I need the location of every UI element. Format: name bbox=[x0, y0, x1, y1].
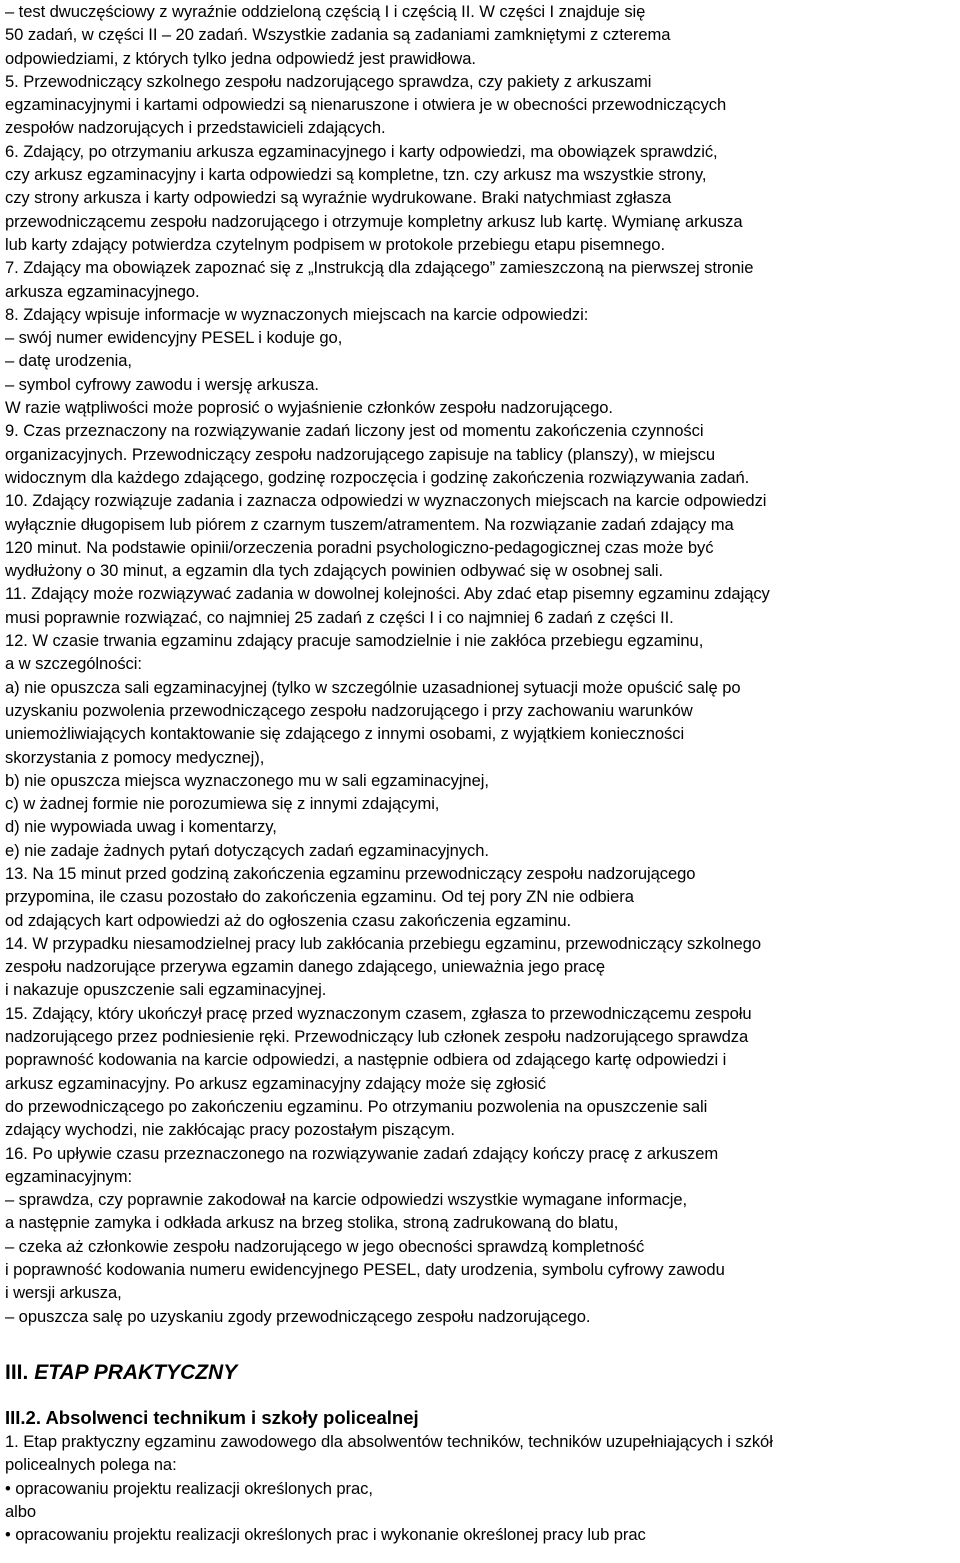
text-line: • opracowaniu projektu realizacji określonych prac i wykonanie określonej pracy lub prac bbox=[5, 1525, 646, 1545]
text-line: czy strony arkusza i karty odpowiedzi są wyraźnie wydrukowane. Braki natychmiast zgłasza bbox=[5, 188, 672, 208]
text-line: b) nie opuszcza miejsca wyznaczonego mu w sali egzaminacyjnej, bbox=[5, 770, 489, 790]
text-line: egzaminacyjnymi i kartami odpowiedzi są nienaruszone i otwiera je w obecności przewodniczących bbox=[5, 95, 727, 115]
section-heading bbox=[5, 1359, 960, 1387]
text-line: organizacyjnych. Przewodniczący zespołu nadzorującego zapisuje na tablicy (planszy), w miejscu bbox=[5, 444, 716, 464]
exam-rules-text bbox=[5, 0, 960, 1328]
text-line: 5. Przewodniczący szkolnego zespołu nadzorującego sprawdza, czy pakiety z arkuszami bbox=[5, 71, 652, 91]
text-line: – swój numer ewidencyjny PESEL i koduje go, bbox=[5, 328, 343, 348]
text-line: – symbol cyfrowy zawodu i wersję arkusza. bbox=[5, 374, 319, 394]
section-number: III. bbox=[5, 1360, 29, 1384]
text-line: zespołów nadzorujących i przedstawicieli zdających. bbox=[5, 118, 386, 138]
text-line: odpowiedziami, z których tylko jedna odpowiedź jest prawidłowa. bbox=[5, 48, 476, 68]
text-line: 12. W czasie trwania egzaminu zdający pracuje samodzielnie i nie zakłóca przebiegu egzaminu, bbox=[5, 631, 704, 651]
text-line: od zdających kart odpowiedzi aż do ogłoszenia czasu zakończenia egzaminu. bbox=[5, 910, 572, 930]
text-line: – czeka aż członkowie zespołu nadzorującego w jego obecności sprawdzą kompletność bbox=[5, 1236, 645, 1256]
text-line: arkusza egzaminacyjnego. bbox=[5, 281, 200, 301]
subsection-heading: III.2. Absolwenci technikum i szkoły policealnej bbox=[5, 1406, 419, 1428]
text-line: arkusz egzaminacyjny. Po arkusz egzaminacyjny zdający może się zgłosić bbox=[5, 1073, 546, 1093]
text-line: – datę urodzenia, bbox=[5, 351, 132, 371]
text-line: a w szczególności: bbox=[5, 654, 142, 674]
section-title: ETAP PRAKTYCZNY bbox=[34, 1360, 238, 1384]
text-line: • opracowaniu projektu realizacji określonych prac, bbox=[5, 1478, 373, 1498]
text-line: 1. Etap praktyczny egzaminu zawodowego dla absolwentów techników, techników uzupełniających i szkół bbox=[5, 1431, 773, 1451]
text-line: wydłużony o 30 minut, a egzamin dla tych zdających powinien odbywać się w osobnej sali. bbox=[5, 561, 664, 581]
text-line: lub karty zdający potwierdza czytelnym podpisem w protokole przebiegu etapu pisemnego. bbox=[5, 234, 665, 254]
text-line: 120 minut. Na podstawie opinii/orzeczenia poradni psychologiczno-pedagogicznej czas może być bbox=[5, 537, 714, 557]
text-line: 8. Zdający wpisuje informacje w wyznaczonych miejscach na karcie odpowiedzi: bbox=[5, 304, 589, 324]
text-line: 7. Zdający ma obowiązek zapoznać się z „Instrukcją dla zdającego” zamieszczoną na pierwszej stronie bbox=[5, 258, 754, 278]
text-line: – sprawdza, czy poprawnie zakodował na karcie odpowiedzi wszystkie wymagane informacje, bbox=[5, 1190, 688, 1210]
practical-stage-text bbox=[5, 1430, 960, 1546]
text-line: i poprawność kodowania numeru ewidencyjnego PESEL, daty urodzenia, symbolu cyfrowy zawodu bbox=[5, 1260, 725, 1280]
text-line: i wersji arkusza, bbox=[5, 1283, 122, 1303]
text-line: widocznym dla każdego zdającego, godzinę rozpoczęcia i godzinę zakończenia rozwiązywania zadań. bbox=[5, 467, 750, 487]
text-line: poprawność kodowania na karcie odpowiedzi, a następnie odbiera od zdającego kartę odpowiedzi i bbox=[5, 1050, 727, 1070]
text-line: 50 zadań, w części II – 20 zadań. Wszystkie zadania są zadaniami zamkniętymi z czterema bbox=[5, 25, 671, 45]
text-line: a) nie opuszcza sali egzaminacyjnej (tylko w szczególnie uzasadnionej sytuacji może opuścić salę po bbox=[5, 677, 741, 697]
text-line: albo bbox=[5, 1501, 37, 1521]
text-line: i nakazuje opuszczenie sali egzaminacyjnej. bbox=[5, 980, 327, 1000]
text-line: nadzorującego przez podniesienie ręki. Przewodniczący lub członek zespołu nadzorującego sprawdza bbox=[5, 1027, 749, 1047]
text-line: 11. Zdający może rozwiązywać zadania w dowolnej kolejności. Aby zdać etap pisemny egzaminu zdający bbox=[5, 584, 770, 604]
text-line: a następnie zamyka i odkłada arkusz na brzeg stolika, stroną zadrukowaną do blatu, bbox=[5, 1213, 619, 1233]
text-line: d) nie wypowiada uwag i komentarzy, bbox=[5, 817, 277, 837]
text-line: e) nie zadaje żadnych pytań dotyczących zadań egzaminacyjnych. bbox=[5, 840, 489, 860]
text-line: musi poprawnie rozwiązać, co najmniej 25 zadań z części I i co najmniej 6 zadań z części II. bbox=[5, 607, 674, 627]
text-line: c) w żadnej formie nie porozumiewa się z innymi zdającymi, bbox=[5, 794, 440, 814]
text-line: W razie wątpliwości może poprosić o wyjaśnienie członków zespołu nadzorującego. bbox=[5, 398, 613, 418]
text-line: czy arkusz egzaminacyjny i karta odpowiedzi są kompletne, tzn. czy arkusz ma wszystkie strony, bbox=[5, 165, 707, 185]
text-line: – opuszcza salę po uzyskaniu zgody przewodniczącego zespołu nadzorującego. bbox=[5, 1306, 591, 1326]
text-line: 6. Zdający, po otrzymaniu arkusza egzaminacyjnego i karty odpowiedzi, ma obowiązek sprawdzić, bbox=[5, 141, 718, 161]
text-line: 16. Po upływie czasu przeznaczonego na rozwiązywanie zadań zdający kończy pracę z arkuszem bbox=[5, 1143, 719, 1163]
text-line: egzaminacyjnym: bbox=[5, 1166, 132, 1186]
text-line: zdający wychodzi, nie zakłócając pracy pozostałym piszącym. bbox=[5, 1120, 455, 1140]
text-line: 14. W przypadku niesamodzielnej pracy lub zakłócania przebiegu egzaminu, przewodniczący szkolnego bbox=[5, 933, 761, 953]
text-line: – test dwuczęściowy z wyraźnie oddzieloną częścią I i częścią II. W części I znajduje się bbox=[5, 2, 646, 21]
text-line: uzyskaniu pozwolenia przewodniczącego zespołu nadzorującego i przy zachowaniu warunków bbox=[5, 700, 693, 720]
text-line: zespołu nadzorujące przerywa egzamin danego zdającego, unieważnia jego pracę bbox=[5, 957, 605, 977]
text-line: skorzystania z pomocy medycznej), bbox=[5, 747, 265, 767]
text-line: do przewodniczącego po zakończeniu egzaminu. Po otrzymaniu pozwolenia na opuszczenie sali bbox=[5, 1096, 708, 1116]
text-line: przypomina, ile czasu pozostało do zakończenia egzaminu. Od tej pory ZN nie odbiera bbox=[5, 887, 634, 907]
text-line: uniemożliwiających kontaktowanie się zdającego z innymi osobami, z wyjątkiem konieczności bbox=[5, 724, 685, 744]
text-line: wyłącznie długopisem lub piórem z czarnym tuszem/atramentem. Na rozwiązanie zadań zdający ma bbox=[5, 514, 734, 534]
text-line: policealnych polega na: bbox=[5, 1455, 177, 1475]
text-line: 13. Na 15 minut przed godziną zakończenia egzaminu przewodniczący zespołu nadzorującego bbox=[5, 863, 696, 883]
text-line: 15. Zdający, który ukończył pracę przed wyznaczonym czasem, zgłasza to przewodniczącemu zespołu bbox=[5, 1003, 752, 1023]
text-line: 10. Zdający rozwiązuje zadania i zaznacza odpowiedzi w wyznaczonych miejscach na karcie odpowiedzi bbox=[5, 491, 767, 511]
text-line: przewodniczącemu zespołu nadzorującego i otrzymuje kompletny arkusz lub kartę. Wymianę arkusza bbox=[5, 211, 743, 231]
text-line: 9. Czas przeznaczony na rozwiązywanie zadań liczony jest od momentu zakończenia czynności bbox=[5, 421, 704, 441]
